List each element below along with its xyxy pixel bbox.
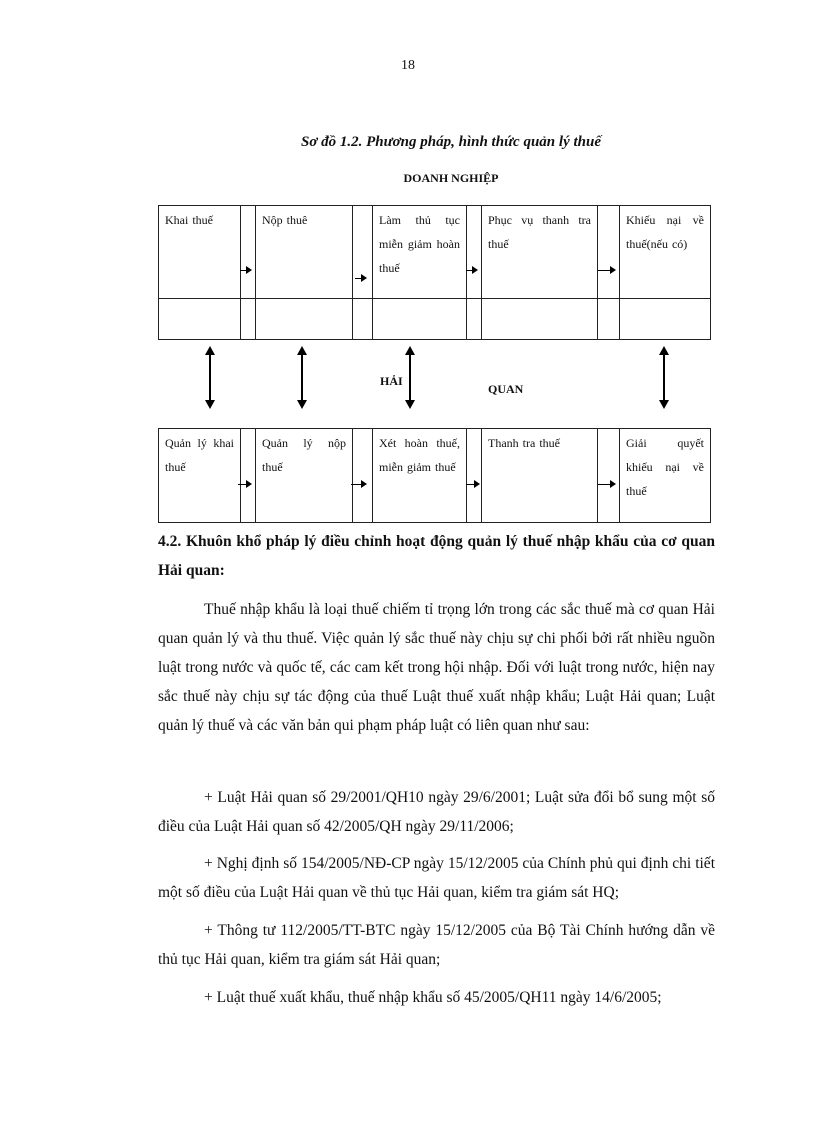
bottom-arrow-4	[598, 484, 614, 485]
top-cell-complaint: Khiếu nại về thuế(nếu có)	[620, 206, 711, 299]
top-empty-2	[256, 299, 353, 340]
top-empty-gap-1	[241, 299, 256, 340]
top-arrow-4	[598, 270, 614, 271]
legal-item-customs-law: + Luật Hải quan số 29/2001/QH10 ngày 29/6/2001; Luật sửa đổi bổ sung một số điều của Luật Hải quan số 42/2005/QH ngày 29/11/2006;	[158, 789, 715, 835]
page-number: 18	[401, 58, 415, 73]
top-empty-gap-2	[353, 299, 373, 340]
bottom-arrow-2	[351, 484, 365, 485]
bottom-gap-4	[598, 429, 620, 523]
top-empty-4	[482, 299, 598, 340]
double-arrow-3-shaft	[409, 354, 411, 400]
enterprise-label: DOANH NGHIỆP	[403, 171, 499, 185]
customs-label-left: HẢI	[380, 374, 403, 388]
top-empty-1	[159, 299, 241, 340]
double-arrow-1-down	[205, 400, 215, 409]
double-arrow-2-shaft	[301, 354, 303, 400]
customs-label-right: QUAN	[488, 382, 524, 396]
top-cell-declare: Khai thuế	[159, 206, 241, 299]
enterprise-table	[158, 205, 711, 340]
legal-item-circular-112: + Thông tư 112/2005/TT-BTC ngày 15/12/2005 của Bộ Tài Chính hướng dẫn về thủ tục Hải quan, kiểm tra giám sát Hải quan;	[158, 922, 715, 968]
top-empty-5	[620, 299, 711, 340]
top-gap-2	[353, 206, 373, 299]
double-arrow-4-shaft	[663, 354, 665, 400]
bottom-arrow-1	[238, 484, 250, 485]
section-heading: 4.2. Khuôn khổ pháp lý điều chỉnh hoạt động quản lý thuế nhập khẩu của cơ quan Hải quan:	[158, 533, 715, 579]
double-arrow-1-shaft	[209, 354, 211, 400]
top-arrow-3	[466, 270, 476, 271]
top-arrow-1	[240, 270, 250, 271]
bottom-arrow-3	[466, 484, 478, 485]
top-arrow-2	[355, 278, 365, 279]
bottom-cell-refund-review: Xét hoàn thuế, miễn giảm thuế	[373, 429, 467, 523]
intro-paragraph: Thuế nhập khẩu là loại thuế chiếm tỉ trọng lớn trong các sắc thuế mà cơ quan Hải quan quản lý và thu thuế. Việc quản lý sắc thuế này chịu sự chi phối bởi rất nhiều nguồn luật trong nước và quốc tế, các cam kết trong hội nhập. Đối với luật trong nước, hiện nay sắc thuế này chịu sự tác động của thuế Luật thuế xuất nhập khẩu; Luật Hải quan; Luật quản lý thuế và các văn bản qui phạm pháp luật có liên quan như sau:	[158, 601, 715, 734]
double-arrow-2-down	[297, 400, 307, 409]
top-cell-pay: Nộp thuê	[256, 206, 353, 299]
top-gap-3	[467, 206, 482, 299]
top-gap-1	[241, 206, 256, 299]
bottom-cell-manage-declaration: Quản lý khai thuế	[159, 429, 241, 523]
bottom-gap-3	[467, 429, 482, 523]
legal-item-tax-law-45: + Luật thuế xuất khẩu, thuế nhập khẩu số 45/2005/QH11 ngày 14/6/2005;	[204, 989, 662, 1006]
top-empty-gap-4	[598, 299, 620, 340]
bottom-cell-complaint-resolution: Giải quyết khiếu nại về thuế	[620, 429, 711, 523]
top-cell-inspection: Phục vụ thanh tra thuế	[482, 206, 598, 299]
bottom-gap-1	[241, 429, 256, 523]
top-empty-gap-3	[467, 299, 482, 340]
bottom-cell-manage-payment: Quản lý nộp thuế	[256, 429, 353, 523]
top-cell-exemption: Làm thủ tục miễn giảm hoàn thuế	[373, 206, 467, 299]
top-gap-4	[598, 206, 620, 299]
diagram-title: Sơ đồ 1.2. Phương pháp, hình thức quản lý thuế	[301, 134, 601, 150]
bottom-cell-inspection: Thanh tra thuế	[482, 429, 598, 523]
customs-table	[158, 428, 711, 523]
double-arrow-4-down	[659, 400, 669, 409]
double-arrow-3-down	[405, 400, 415, 409]
legal-item-decree-154: + Nghị định số 154/2005/NĐ-CP ngày 15/12/2005 của Chính phủ qui định chi tiết một số điều của Luật Hải quan về thủ tục Hải quan, kiểm tra giám sát HQ;	[158, 855, 715, 901]
top-empty-3	[373, 299, 467, 340]
bottom-gap-2	[353, 429, 373, 523]
